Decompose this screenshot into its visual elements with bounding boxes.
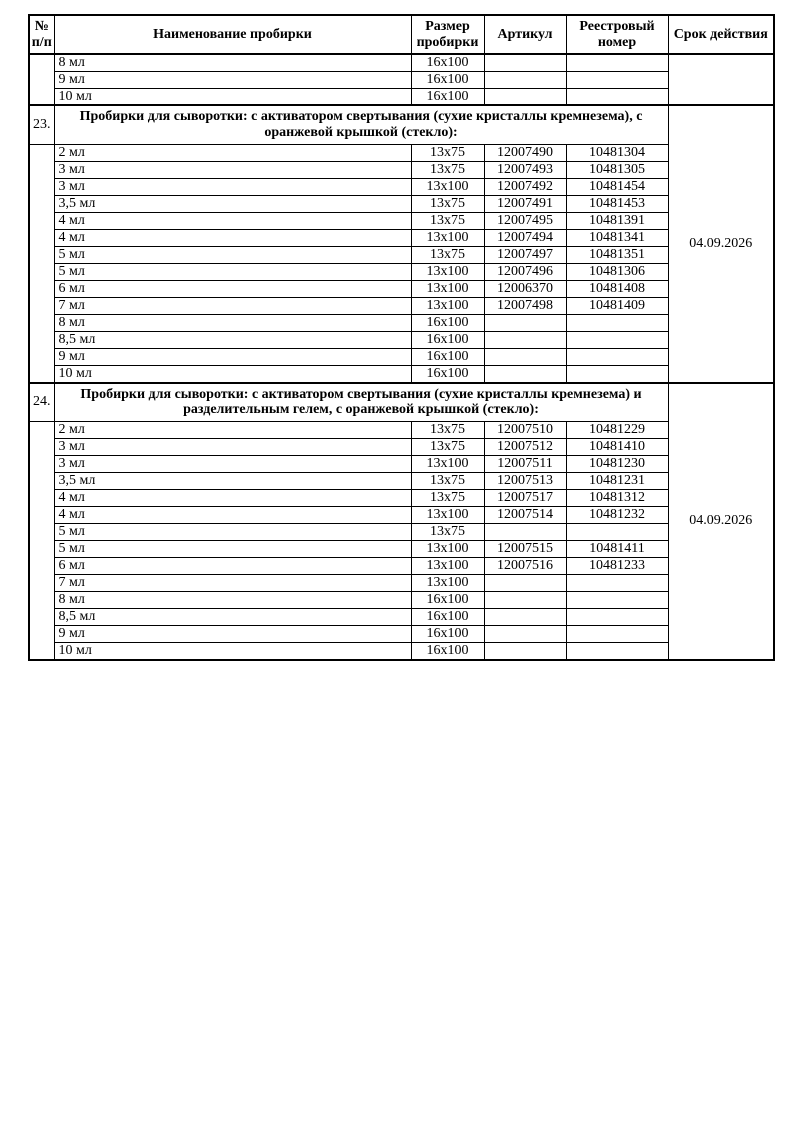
tube-name-cell: 5 мл [54,541,411,558]
col-header-name: Наименование пробирки [54,15,411,54]
table-row [29,541,774,558]
tube-name-cell: 3,5 мл [54,473,411,490]
article-cell [484,88,566,105]
section-title-cell: Пробирки для сыворотки: с активатором свертывания (сухие кристаллы кремнезема) и разделительным гелем, с оранжевой крышкой (стекло): [54,383,668,422]
tube-size-cell: 16x100 [411,331,484,348]
tube-size-cell: 13x100 [411,507,484,524]
tube-size-cell: 16x100 [411,314,484,331]
registry-cell: 10481230 [566,456,668,473]
tube-name-cell: 3 мл [54,161,411,178]
article-cell: 12007491 [484,195,566,212]
tube-name-cell: 8,5 мл [54,609,411,626]
tube-name-cell: 9 мл [54,71,411,88]
table-row [29,88,774,105]
col-header-size: Размер пробирки [411,15,484,54]
table-header-row [29,15,774,54]
tube-size-cell: 13x75 [411,212,484,229]
registry-cell: 10481341 [566,229,668,246]
table-row [29,263,774,280]
article-cell: 12006370 [484,280,566,297]
registry-cell: 10481312 [566,490,668,507]
tube-size-cell: 13x100 [411,178,484,195]
article-cell [484,524,566,541]
table-row [29,575,774,592]
registry-cell [566,365,668,382]
registry-cell [566,609,668,626]
registry-cell: 10481453 [566,195,668,212]
registry-cell [566,54,668,71]
row-group-number-cell [29,54,54,105]
section-title-cell: Пробирки для сыворотки: с активатором свертывания (сухие кристаллы кремнезема), с оранжевой крышкой (стекло): [54,105,668,144]
tube-size-cell: 13x100 [411,297,484,314]
table-row [29,626,774,643]
col-header-num: № п/п [29,15,54,54]
registry-cell [566,348,668,365]
tube-name-cell: 4 мл [54,212,411,229]
tube-name-cell: 9 мл [54,626,411,643]
table-body [29,54,774,660]
tube-name-cell: 7 мл [54,297,411,314]
article-cell: 12007497 [484,246,566,263]
tube-name-cell: 8 мл [54,54,411,71]
table-row [29,144,774,161]
table-row [29,507,774,524]
tube-name-cell: 10 мл [54,365,411,382]
table-row [29,365,774,382]
registry-cell [566,524,668,541]
table-row [29,456,774,473]
table-row [29,348,774,365]
article-cell [484,331,566,348]
article-cell [484,348,566,365]
table-row [29,54,774,71]
tube-size-cell: 16x100 [411,88,484,105]
article-cell: 12007516 [484,558,566,575]
table-row [29,229,774,246]
col-header-validity: Срок действия [668,15,774,54]
col-header-registry: Реестровый номер [566,15,668,54]
tube-name-cell: 6 мл [54,280,411,297]
article-cell: 12007495 [484,212,566,229]
tube-size-cell: 13x100 [411,541,484,558]
tube-size-cell: 13x75 [411,473,484,490]
registry-cell: 10481231 [566,473,668,490]
article-cell [484,609,566,626]
tube-name-cell: 4 мл [54,507,411,524]
validity-cell: 04.09.2026 [668,105,774,382]
tube-name-cell: 3 мл [54,439,411,456]
article-cell: 12007496 [484,263,566,280]
tube-size-cell: 13x100 [411,280,484,297]
registry-cell: 10481391 [566,212,668,229]
tube-name-cell: 8 мл [54,314,411,331]
table-row [29,609,774,626]
registry-cell: 10481454 [566,178,668,195]
table-row [29,422,774,439]
tube-size-cell: 13x75 [411,195,484,212]
article-cell [484,314,566,331]
table-row [29,473,774,490]
tube-name-cell: 4 мл [54,490,411,507]
registry-cell [566,331,668,348]
registry-cell: 10481305 [566,161,668,178]
registry-cell [566,575,668,592]
tube-size-cell: 13x75 [411,524,484,541]
tube-name-cell: 3 мл [54,178,411,195]
table-row [29,490,774,507]
registry-cell: 10481306 [566,263,668,280]
tube-size-cell: 13x100 [411,575,484,592]
article-cell [484,54,566,71]
row-group-number-cell [29,144,54,382]
registry-cell [566,626,668,643]
article-cell: 12007514 [484,507,566,524]
tube-size-cell: 13x100 [411,229,484,246]
table-head [29,15,774,54]
article-cell: 12007490 [484,144,566,161]
tube-size-cell: 13x100 [411,456,484,473]
article-cell [484,643,566,660]
tube-name-cell: 3 мл [54,456,411,473]
registry-cell: 10481229 [566,422,668,439]
tube-size-cell: 16x100 [411,626,484,643]
registry-cell: 10481408 [566,280,668,297]
tube-name-cell: 10 мл [54,88,411,105]
article-cell [484,71,566,88]
registry-cell [566,592,668,609]
registry-cell: 10481304 [566,144,668,161]
article-cell: 12007493 [484,161,566,178]
tube-size-cell: 13x75 [411,161,484,178]
table-row [29,592,774,609]
registry-cell: 10481351 [566,246,668,263]
registry-cell [566,71,668,88]
article-cell [484,592,566,609]
tube-size-cell: 13x100 [411,558,484,575]
table-row [29,314,774,331]
tube-name-cell: 4 мл [54,229,411,246]
tube-size-cell: 16x100 [411,592,484,609]
tube-size-cell: 13x75 [411,490,484,507]
table-row [29,195,774,212]
tube-registry-table [28,14,775,661]
validity-cell: 04.09.2026 [668,383,774,660]
article-cell: 12007512 [484,439,566,456]
article-cell: 12007498 [484,297,566,314]
tube-size-cell: 16x100 [411,54,484,71]
table-row [29,246,774,263]
registry-cell: 10481232 [566,507,668,524]
table-row [29,297,774,314]
tube-name-cell: 5 мл [54,524,411,541]
article-cell: 12007517 [484,490,566,507]
table-row [29,161,774,178]
table-row [29,71,774,88]
tube-name-cell: 9 мл [54,348,411,365]
section-header-row [29,383,774,422]
tube-size-cell: 16x100 [411,71,484,88]
tube-name-cell: 3,5 мл [54,195,411,212]
table-row [29,439,774,456]
table-row [29,331,774,348]
article-cell: 12007492 [484,178,566,195]
article-cell: 12007511 [484,456,566,473]
tube-size-cell: 13x75 [411,422,484,439]
table-row [29,212,774,229]
table-row [29,280,774,297]
tube-size-cell: 13x75 [411,246,484,263]
article-cell [484,365,566,382]
registry-cell [566,88,668,105]
tube-name-cell: 10 мл [54,643,411,660]
tube-size-cell: 13x75 [411,439,484,456]
article-cell: 12007515 [484,541,566,558]
tube-name-cell: 2 мл [54,144,411,161]
tube-size-cell: 16x100 [411,609,484,626]
tube-size-cell: 16x100 [411,365,484,382]
registry-cell [566,643,668,660]
registry-cell: 10481411 [566,541,668,558]
article-cell: 12007513 [484,473,566,490]
table-row [29,643,774,660]
tube-size-cell: 16x100 [411,643,484,660]
article-cell: 12007510 [484,422,566,439]
validity-cell [668,54,774,105]
table-row [29,524,774,541]
tube-name-cell: 5 мл [54,263,411,280]
tube-size-cell: 13x100 [411,263,484,280]
section-number-cell: 24. [29,383,54,422]
tube-name-cell: 8 мл [54,592,411,609]
tube-name-cell: 6 мл [54,558,411,575]
tube-name-cell: 7 мл [54,575,411,592]
tube-size-cell: 13x75 [411,144,484,161]
tube-name-cell: 8,5 мл [54,331,411,348]
section-number-cell: 23. [29,105,54,144]
tube-name-cell: 2 мл [54,422,411,439]
row-group-number-cell [29,422,54,660]
tube-size-cell: 16x100 [411,348,484,365]
registry-cell [566,314,668,331]
col-header-article: Артикул [484,15,566,54]
registry-cell: 10481409 [566,297,668,314]
table-row [29,178,774,195]
registry-cell: 10481233 [566,558,668,575]
section-header-row [29,105,774,144]
article-cell: 12007494 [484,229,566,246]
table-row [29,558,774,575]
article-cell [484,626,566,643]
registry-cell: 10481410 [566,439,668,456]
tube-name-cell: 5 мл [54,246,411,263]
article-cell [484,575,566,592]
